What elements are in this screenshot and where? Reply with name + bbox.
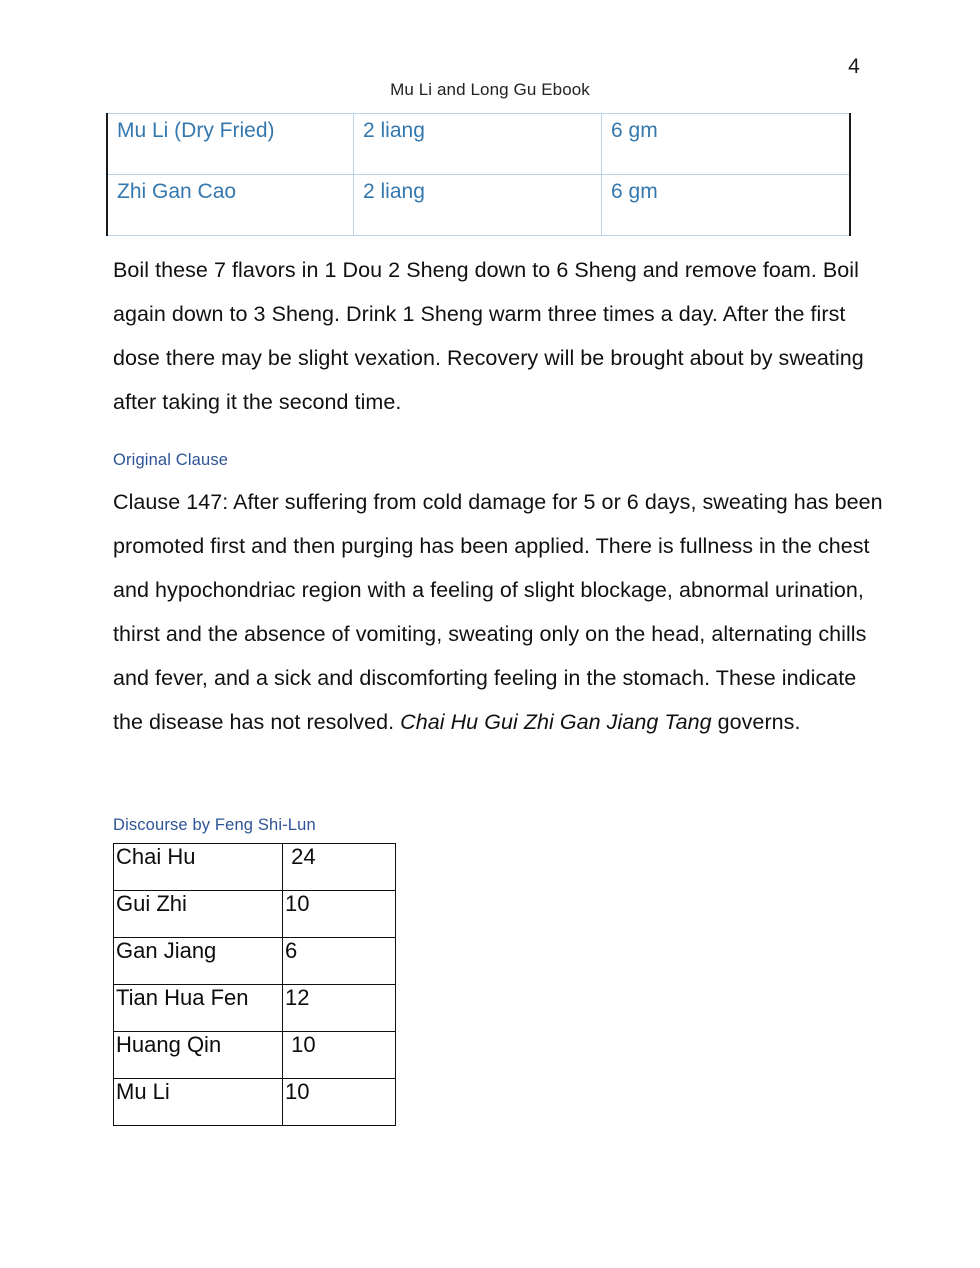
- dose-amount-cell: 10: [283, 1079, 396, 1126]
- herb-weight-cell: 6 gm: [602, 114, 851, 175]
- table-row: [114, 985, 396, 1032]
- dose-amount-cell: 6: [283, 938, 396, 985]
- clause-text-tail: governs.: [711, 710, 801, 734]
- table-row: [114, 1032, 396, 1079]
- dose-amount-cell: 12: [283, 985, 396, 1032]
- dose-herb-cell: Gan Jiang: [114, 938, 283, 985]
- herb-measure-cell: 2 liang: [354, 175, 602, 236]
- table-row: [107, 175, 850, 236]
- table-row: [114, 938, 396, 985]
- page-number: 4: [848, 55, 860, 78]
- discourse-heading: Discourse by Feng Shi-Lun: [113, 816, 316, 834]
- dose-herb-cell: Chai Hu: [114, 844, 283, 891]
- table-row: [114, 844, 396, 891]
- table-row: [107, 114, 850, 175]
- herb-weight-cell: 6 gm: [602, 175, 851, 236]
- original-clause-paragraph: [113, 480, 883, 744]
- clause-text-lead: Clause 147: After suffering from cold damage for 5 or 6 days, sweating has been promoted first and then purging has been applied. There is fullness in the chest and hypochondriac region with a feeling of slight blockage, abnormal urination, thirst and the absence of vomiting, sweating only on the head, alternating chills and fever, and a sick and discomforting feeling in the stomach. These indicate the disease has not resolved.: [113, 490, 883, 734]
- discourse-dosage-table: [113, 843, 396, 1126]
- table-row: [114, 891, 396, 938]
- table-row: [114, 1079, 396, 1126]
- herb-name-cell: Zhi Gan Cao: [107, 175, 354, 236]
- running-header: Mu Li and Long Gu Ebook: [390, 80, 590, 99]
- dose-herb-cell: Tian Hua Fen: [114, 985, 283, 1032]
- dose-herb-cell: Mu Li: [114, 1079, 283, 1126]
- formula-name: Chai Hu Gui Zhi Gan Jiang Tang: [400, 710, 712, 734]
- preparation-paragraph: Boil these 7 flavors in 1 Dou 2 Sheng down to 6 Sheng and remove foam. Boil again down to 3 Sheng. Drink 1 Sheng warm three times a day. After the first dose there may be slight vexation. Recovery will be brought about by sweating after taking it the second time.: [113, 258, 864, 414]
- herb-measure-cell: 2 liang: [354, 114, 602, 175]
- dose-herb-cell: Gui Zhi: [114, 891, 283, 938]
- dose-amount-cell: 24: [283, 844, 396, 891]
- herb-ingredients-table: [106, 113, 851, 236]
- dose-herb-cell: Huang Qin: [114, 1032, 283, 1079]
- dose-amount-cell: 10: [283, 891, 396, 938]
- original-clause-heading: Original Clause: [113, 451, 229, 469]
- herb-name-cell: Mu Li (Dry Fried): [107, 114, 354, 175]
- dose-amount-cell: 10: [283, 1032, 396, 1079]
